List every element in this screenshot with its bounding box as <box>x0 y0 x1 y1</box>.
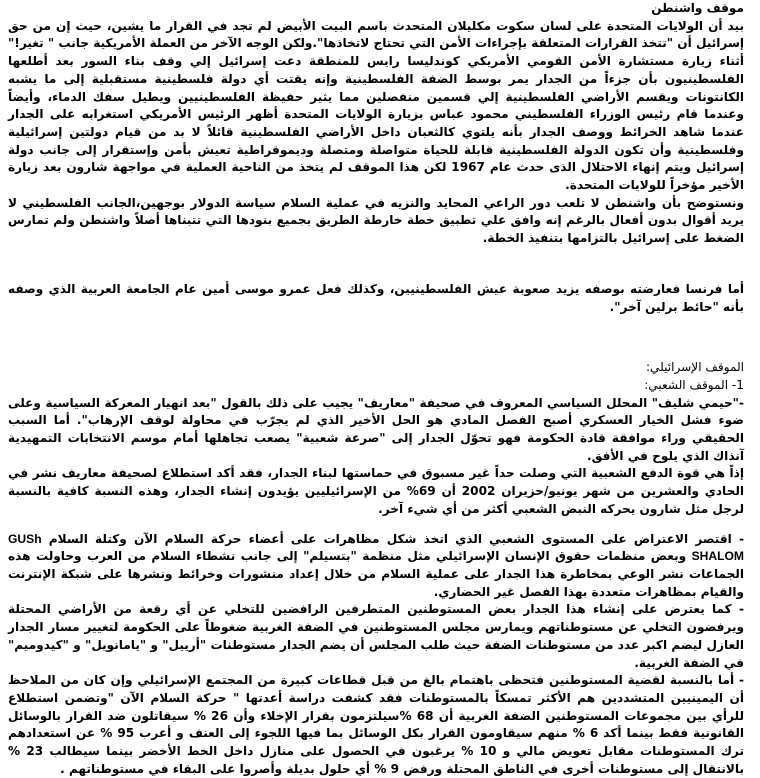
survey-text-g: بالانتقال إلى مستوطنات أخرى في الناطق المحتلة ورفض <box>399 761 744 776</box>
item-settlers-survey <box>8 672 744 778</box>
peace-text-b: وبعض منظمات حقوق الإنسان الإسرائيلي مثل منظمة "بتسيلم" إلى جانب نشطاء السلام من العرب وحاولت هذه الجماعات نشر الوعي بمخاطرة هذا الجدار على عملية السلام من خلال إعداد منشورات وخرائط ونشرها على شبكة الإنترنت والقيام بمظاهرات متعددة بهذا الفصل غير الحضاري. <box>8 549 744 599</box>
poll-text-c: من الإسرائيليين يؤيدون إنشاء الجدار، وهذه النسبة كافية بالنسبة لرجل مثل شارون يحركه النبض الشعبي أكثر من أي شيء آخر. <box>8 484 744 516</box>
survey-text-c: سيقاتلون ضد القرار بالوسائل القانونية فقط بينما أكد <box>8 708 745 741</box>
washington-text-a: بيد أن الولايات المتحدة على لسان سكوت مكليلان المتحدث باسم البيت الأبيض لم تجد في القرار ما يشين، حيث إن من حق إسرائيل أن "تتخذ القرارات المتعلقة بإجراءات الأمن التي تحتاج لاتخاذها".ولكن الوجه الآخر من العملة الأمريكية جانب " تغير!" أثناء زيارة مستشارة الأمن القومي الأمريكي كوندليسا رايس للمنطقة دعت إسرائيل إلي وقف بناء السور بعد أطلعها الفلسطينيون بأن جزءاً من الجدار يمر بوسط الضفة الفلسطينية وإنه يقتت أي دولة فلسطينية مستقبلية إلى ما يشبه الكانتونات ويقسم الأراضي الفلسطينية إلي قسمين منفصلين مما يثير حفيظة الفلسطينيين ويطيل سفك الدماء، وأيضاً وعندما قام رئيس الوزراء الفلسطيني محمود عباس بزيارة الولايات المتحدة أظهر الرئيس الأمريكي استغرابه على الجدار عندما شاهد الخرائط ووصف الجدار بأنه يلتوي كالثعبان داخل الأراضي الفلسطينية قائلاً لا بد من قيام دولتين إسرائيلية وفلسطينية وأن تكون الدولة الفلسطينية قابلة للحياة متواصلة ومتصلة وديموقراطية تعيش بأمن وإستقرار إلى جانب دولة إسرائيل ويتم إنهاء الاحتلال الذى حدث عام <box>8 18 744 175</box>
spacer <box>8 248 744 281</box>
survey-pct-7: 9 % <box>374 761 400 776</box>
survey-pct-1: 68 % <box>399 708 434 723</box>
survey-text-d: منهم سيقاومون القرار بكل الوسائل بما فيها اللجوء إلى العنف و أعرب <box>134 726 573 741</box>
survey-pct-3: 6 % <box>572 726 599 741</box>
washington-paragraph-1 <box>8 18 744 195</box>
survey-text-h: أي حلول بديلة وأصروا على البقاء في مستوطناتهم . <box>60 761 375 776</box>
washington-paragraph-2: ونستوضح بأن واشنطن لا تلعب دور الراعي المحايد والنزيه في عملية السلام سياسة الدولار بوجهين،الجانب الفلسطيني لا يريد أقوال بدون أفعال بالرغم إنه وافق علي تطبيق خطة خارطة الطريق بجميع بنودها التي تتبناها أصلاً واشنطن ولم تمارس الضغط على إسرائيل بالتزامها بتنفيذ الخطة. <box>8 195 744 246</box>
gush-shalom-name: GUSh SHALOM <box>8 531 744 564</box>
france-paragraph: أما فرنسا فعارضته بوصفه يزيد صعوبة عيش الفلسطينيين، وكذلك فعل عمرو موسى أمين عام الجامعة العربية الذي وصفه بأنه "حائط برلين آخر". <box>8 281 744 314</box>
washington-text-b: لكن هذا الموقف لم يتخذ من الناحية العملية في مواجهة شارون بعد زيارة الأخير مؤخراً للولايات المتحدة. <box>8 160 744 193</box>
survey-pct-5: 10 % <box>461 744 497 759</box>
survey-text-f: يرغبون في الحصول على منازل داخل الخط الأخضر بينما سيطالب <box>43 744 462 759</box>
survey-text-a: - أما بالنسبة لقضية المستوطنين فتحظى باهتمام بالغ من قبل قطاعات كبيرة من المجتمع الإسرائيلي وإن كان من الملاحظ أن اليمينيين المتشددين هم الأكثر تمسكاً بالمستوطنات فقد كشفت دراسة أعدتها " حركة السلام الآن "وتضمن استطلاع للرأي بين مجموعات المستوطنين الضفة الغربية أن <box>8 673 745 723</box>
washington-title: موقف واشنطن <box>651 1 744 15</box>
popular-position-subtitle: 1- الموقف الشعبي: <box>644 377 744 392</box>
item-settlers-objection: - كما يعترض على إنشاء هذا الجدار بعض المستوطنين المتطرفين الرافضين للتخلي عن أي رقعة من الأراضي المحتلة ويرفضون التخلي عن مستوطناتهم ويمارس مجلس المستوطنين في الضفة الغربية ضغوطاً على الحكومة لتغيير مسار الجدار العازل ليضم اكبر عدد من مستوطنات الضفة حيث طلب المجلس أن يضم الجدار مستوطنات "أرييل" و "يامانويل" و "كيدوميم" في الضفة الغربية. <box>8 602 744 670</box>
israeli-position-title: الموقف الإسرائيلي: <box>645 360 744 375</box>
poll-year: 2002 <box>461 484 496 499</box>
poll-percent: 69% <box>406 484 436 499</box>
survey-text-e: عن استعدادهم ترك المستوطنات مقابل تعويض مالي و <box>8 726 744 759</box>
peace-text-a: - اقتصر الاعتراض على المستوى الشعبي الذي اتخذ شكل مظاهرات على أعضاء حركة السلام الآن وكتلة السلام <box>41 531 744 546</box>
survey-pct-2: 26 % <box>193 708 229 723</box>
survey-pct-6: 23 % <box>8 744 44 759</box>
survey-text-b: سيلتزمون بقرار الإخلاء وأن <box>228 708 400 723</box>
poll-text-a: إذاً هي قوة الدفع الشعبية التي وصلت حداً غير مسبوق في حماستها لبناء الجدار، فقد أكد استطلاع لصحيفة معاريف نشر في الحادي والعشرين من شهر يونيو/حزيران <box>8 466 744 499</box>
item-peace-now <box>8 531 744 602</box>
survey-pct-4: 95 % <box>100 726 135 741</box>
spacer <box>8 316 744 359</box>
item-shalif: -"حيمي شليف" المحلل السياسي المعروف في صحيفة "معاريف" يجيب على ذلك بالقول "بعد انهيار المعركة السياسية وعلى ضوء فشل الخيار العسكري أصبح الفصل المادي هو الحل الأخير الذي لم يجرّب في محاولة لوقف الإرهاب". أما السبب الحقيقي وراء موافقة قادة الحكومة فهو تحوّل الجدار إلى "صرعة شعبية" يصعب تجاهلها أمام موسم الانتخابات التمهيدية آنذاك الذي يلوح في الأفق. <box>8 395 744 463</box>
year-1967: 1967 <box>451 160 485 175</box>
item-popular-drive <box>8 465 744 518</box>
poll-text-b: أن <box>435 484 462 499</box>
spacer <box>8 519 744 531</box>
